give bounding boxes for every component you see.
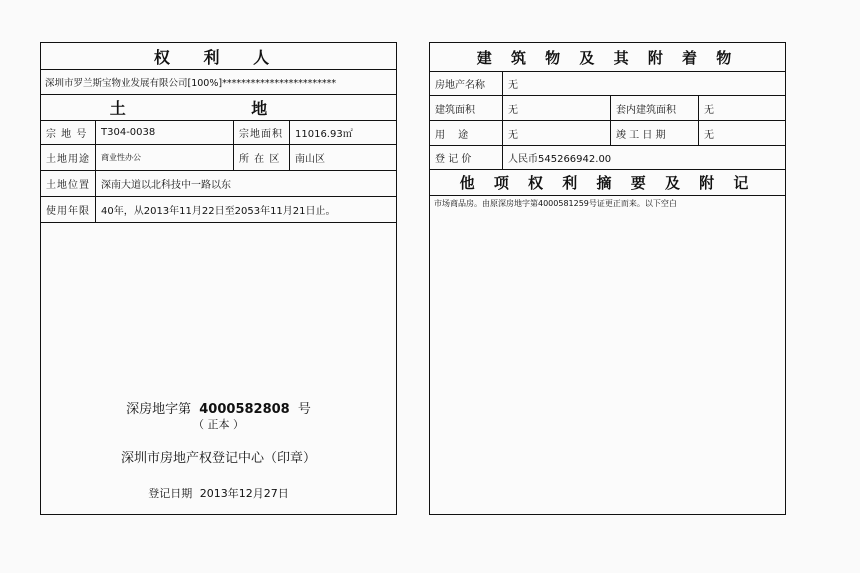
original-copy-label: （ 正本 ） [193,418,244,431]
cert-no-value: 4000582808 [199,402,290,417]
parcel-no-label: 宗 地 号 [46,129,88,140]
owner-text: 深圳市罗兰斯宝物业发展有限公司[100%]************************ [45,78,337,89]
location-row [41,171,396,197]
location-value: 深南大道以北科技中一路以东 [95,171,396,196]
price-row [430,146,785,170]
term-row [41,197,396,223]
location-label: 土地位置 [46,180,90,191]
cert-no-prefix: 深房地字第 [126,402,192,417]
usage-row [430,121,785,146]
completion-label: 竣 工 日 期 [610,121,698,145]
reg-date-value: 2013年12月27日 [199,487,289,500]
use-value: 商业性办公 [95,145,233,170]
inner-area-value: 无 [698,96,785,120]
price-value: 人民币545266942.00 [502,146,785,169]
term-value: 40年，从2013年11月22日至2053年11月21日止。 [95,197,396,222]
property-name-label: 房地产名称 [435,80,485,91]
completion-value: 无 [698,121,785,145]
remarks-area [430,196,785,514]
owner-row [41,70,396,95]
land-header: 土 地 [41,95,396,121]
use-label: 土地用途 [46,154,90,165]
property-name-value: 无 [502,72,785,95]
term-label: 使用年限 [46,206,90,217]
cert-no-suffix: 号 [297,402,311,417]
district-value: 南山区 [289,145,396,170]
parcel-area-label: 宗地面积 [233,121,289,144]
reg-date-label: 登记日期 [148,487,193,500]
remarks-text: 市场商品房。由原深房地字第4000581259号证更正而来。以下空白 [434,199,677,208]
building-header: 建 筑 物 及 其 附 着 物 [430,43,785,72]
inner-area-label: 套内建筑面积 [610,96,698,120]
floor-area-value: 无 [502,96,610,120]
parcel-no-value: T304-0038 [95,121,233,144]
registration-date [41,485,396,501]
floor-area-label: 建筑面积 [435,104,475,116]
issuing-authority: 深圳市房地产权登记中心（印章） [120,451,316,466]
building-panel [429,42,786,515]
area-row [430,96,785,121]
certificate-number [41,398,396,417]
price-label: 登 记 价 [435,154,472,165]
district-label: 所 在 区 [233,145,289,170]
parcel-row [41,121,396,145]
usage-value: 无 [502,121,610,145]
property-name-row [430,72,785,96]
rights-header: 他 项 权 利 摘 要 及 附 记 [430,170,785,196]
parcel-area-value: 11016.93㎡ [289,121,396,144]
usage-label: 用 途 [435,129,469,141]
use-row [41,145,396,171]
land-rights-panel [40,42,397,515]
owner-header: 权 利 人 [41,43,396,70]
